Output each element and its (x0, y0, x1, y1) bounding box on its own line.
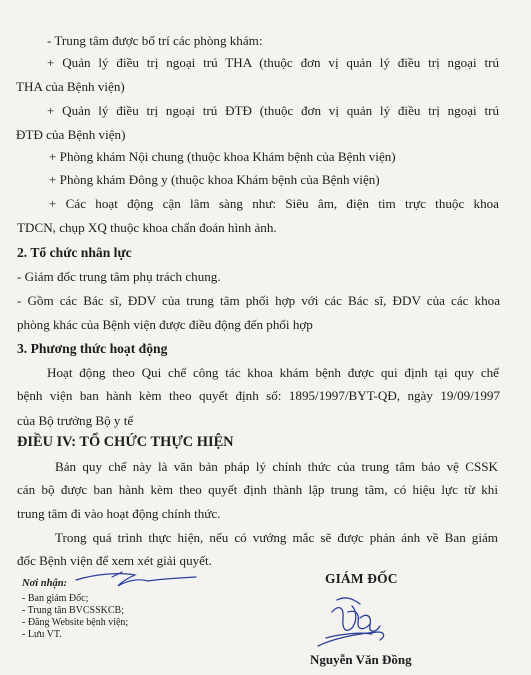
body-line: - Gồm các Bác sĩ, ĐDV của trung tâm phối hợp với các Bác sĩ, ĐDV của các khoa (17, 293, 500, 308)
body-line: ĐTĐ của Bệnh viện) (16, 127, 126, 142)
body-line: trung tâm đi vào hoạt động chính thức. (17, 506, 221, 521)
body-line: + Phòng khám Đông y (thuộc khoa Khám bệnh của Bệnh viện) (49, 172, 380, 187)
body-line: + Quản lý điều trị ngoại trú THA (thuộc đơn vị quản lý điều trị ngoại trú (47, 55, 499, 70)
signer-name: Nguyễn Văn Đồng (310, 652, 412, 667)
handwritten-signature (318, 598, 384, 646)
body-line: THA của Bệnh viện) (16, 79, 125, 94)
section-heading: 2. Tổ chức nhân lực (17, 245, 132, 260)
article-heading: ĐIỀU IV: TỔ CHỨC THỰC HIỆN (17, 434, 234, 450)
body-line: cán bộ được ban hành kèm theo quyết định thành lập trung tâm, có hiệu lực từ khi (17, 482, 498, 497)
recipient-item: - Ban giám Đốc; (22, 593, 89, 604)
body-line: + Phòng khám Nội chung (thuộc khoa Khám bệnh của Bệnh viện) (49, 149, 396, 164)
body-line: bệnh viện ban hành kèm theo quyết định số: 1895/1997/BYT-QĐ, ngày 19/09/1997 (17, 388, 500, 403)
recipient-item: - Đăng Website bệnh viện; (22, 617, 129, 628)
body-line: Hoạt động theo Qui chế công tác khoa khám bệnh được qui định tại quy chế (47, 365, 499, 380)
initials-mark (76, 572, 196, 586)
recipient-item: - Trung tân BVCSSKCB; (22, 605, 124, 616)
body-line: + Quản lý điều trị ngoại trú ĐTĐ (thuộc đơn vị quản lý điều trị ngoại trú (47, 103, 499, 118)
recipient-item: - Lưu VT. (22, 629, 62, 640)
body-line: phòng khác của Bệnh viện được điều động đến phối hợp (17, 317, 313, 332)
body-line: - Giám đốc trung tâm phụ trách chung. (17, 269, 221, 284)
body-line: TDCN, chụp XQ thuộc khoa chẩn đoán hình ảnh. (17, 220, 277, 235)
body-line: + Các hoạt động cận lâm sàng như: Siêu âm, điện tim trực thuộc khoa (49, 196, 499, 211)
body-line: đốc Bệnh viện để xem xét giải quyết. (17, 553, 212, 568)
body-line: Bản quy chế này là văn bản pháp lý chính thức của trung tâm bảo vệ CSSK (55, 459, 498, 474)
recipients-label: Nơi nhận: (22, 578, 68, 589)
signature-title: GIÁM ĐỐC (325, 571, 398, 586)
body-line: - Trung tâm được bố trí các phòng khám: (47, 33, 263, 48)
body-line: Trong quá trình thực hiện, nếu có vướng mắc sẽ được phản ánh về Ban giám (55, 530, 498, 545)
section-heading: 3. Phương thức hoạt động (17, 341, 168, 356)
body-line: của Bộ trưởng Bộ y tế (17, 413, 134, 428)
